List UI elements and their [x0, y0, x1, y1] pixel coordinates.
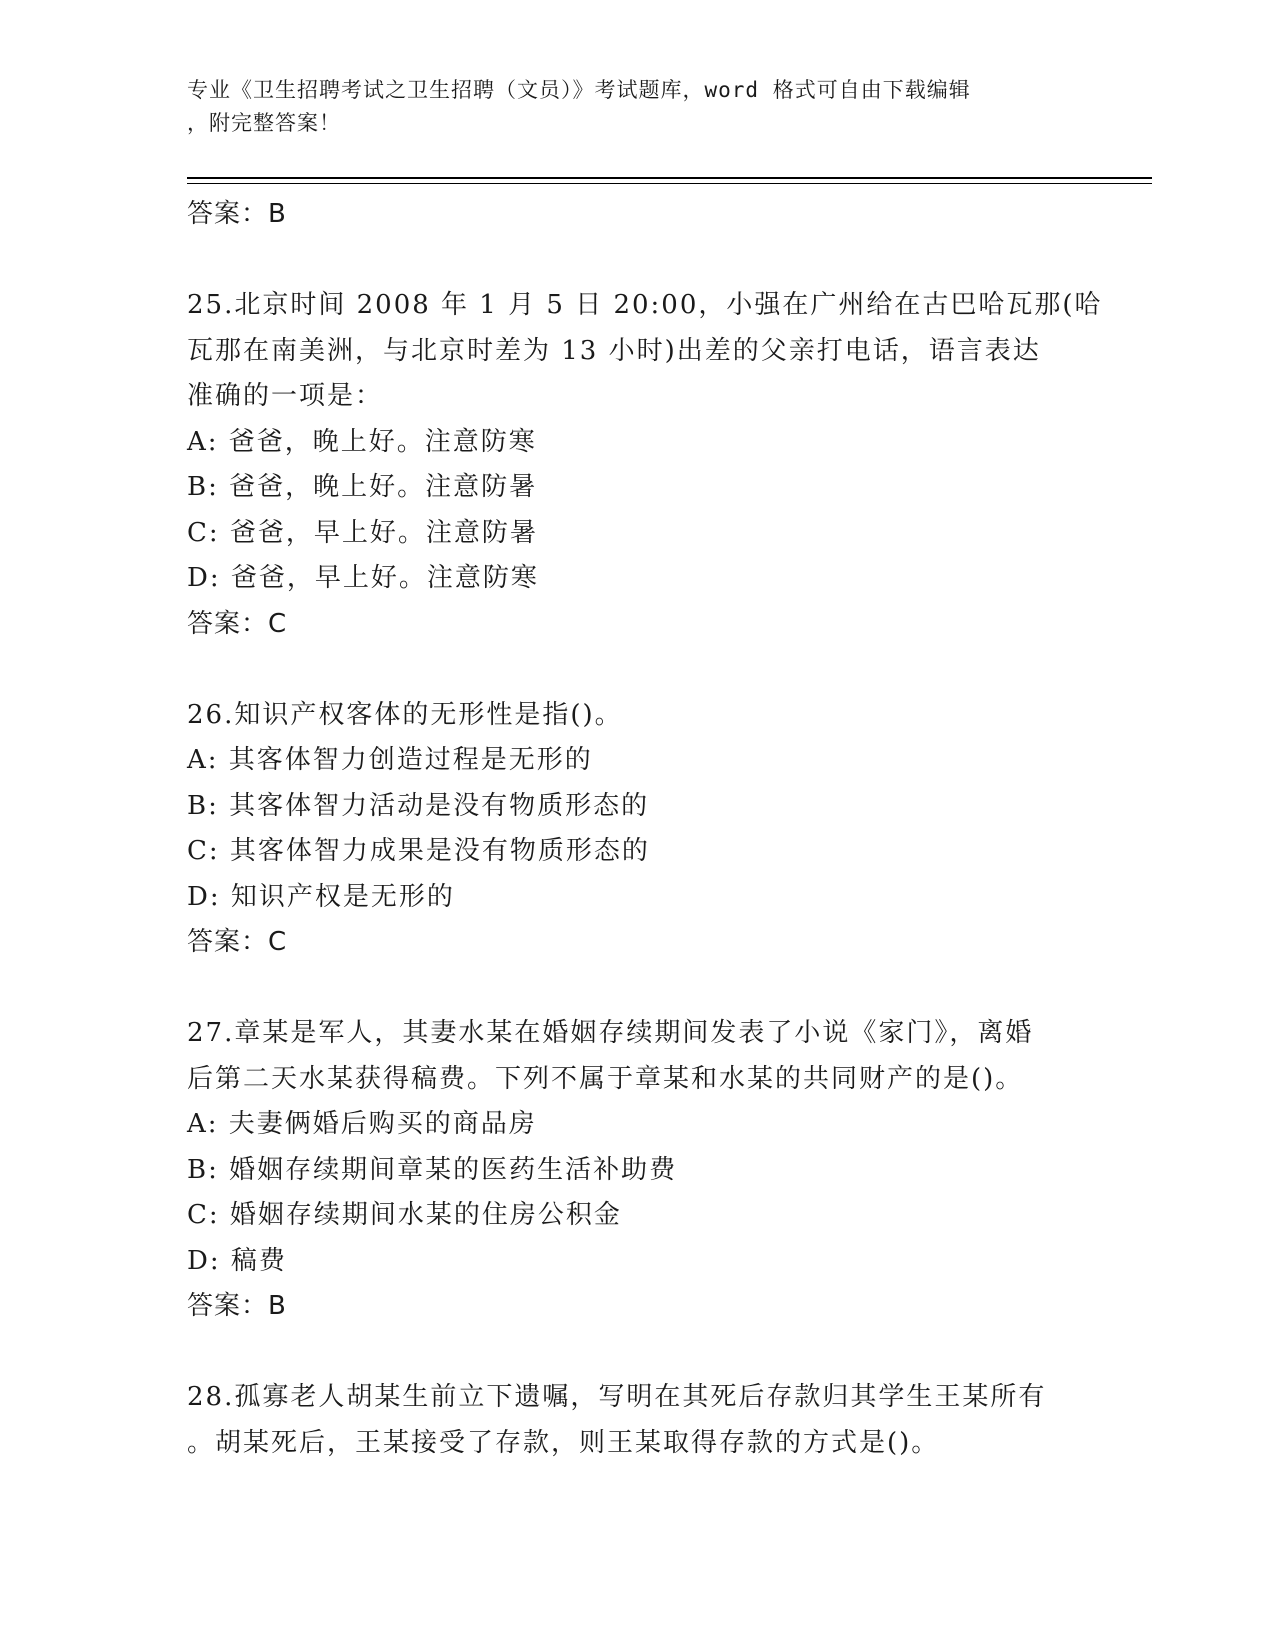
option-b: B: 婚姻存续期间章某的医药生活补助费	[187, 1154, 678, 1185]
option-b: B: 爸爸，晚上好。注意防暑	[187, 472, 538, 502]
option-d: D: 知识产权是无形的	[187, 881, 455, 912]
spacer	[187, 647, 1087, 693]
spacer	[187, 966, 1087, 1012]
question-text-line: 28.孤寡老人胡某生前立下遗嘱，写明在其死后存款归其学生王某所有	[187, 1382, 1047, 1412]
spacer	[187, 1330, 1087, 1376]
question-text-line: 25.北京时间 2008 年 1 月 5 日 20:00，小强在广州给在古巴哈瓦那(哈	[187, 290, 1103, 320]
answer-line: 答案：B	[187, 199, 287, 229]
question-text-line: 瓦那在南美洲，与北京时差为 13 小时)出差的父亲打电话，语言表达	[187, 335, 1041, 366]
answer-line: 答案：B	[187, 1291, 287, 1321]
question-block	[187, 1011, 1087, 1330]
document-header	[187, 74, 1087, 140]
question-text-line: 26.知识产权客体的无形性是指()。	[187, 699, 623, 730]
option-c: C: 其客体智力成果是没有物质形态的	[187, 836, 650, 866]
header-divider-thin	[187, 183, 1152, 184]
question-block	[187, 283, 1103, 647]
option-c: C: 爸爸，早上好。注意防暑	[187, 517, 538, 548]
option-b: B: 其客体智力活动是没有物质形态的	[187, 790, 650, 821]
option-a: A: 其客体智力创造过程是无形的	[187, 745, 593, 775]
question-block	[187, 1375, 1087, 1466]
spacer	[187, 238, 1087, 284]
header-line-1: 专业《卫生招聘考试之卫生招聘（文员）》考试题库，word 格式可自由下载编辑	[187, 78, 971, 102]
option-d: D: 爸爸，早上好。注意防寒	[187, 563, 539, 593]
question-text-line: 后第二天水某获得稿费。下列不属于章某和水某的共同财产的是()。	[187, 1063, 1024, 1094]
option-a: A: 夫妻俩婚后购买的商品房	[187, 1109, 537, 1139]
question-text-line: 27.章某是军人，其妻水某在婚姻存续期间发表了小说《家门》，离婚	[187, 1018, 1034, 1048]
option-c: C: 婚姻存续期间水某的住房公积金	[187, 1200, 622, 1230]
question-text-line: 。胡某死后，王某接受了存款，则王某取得存款的方式是()。	[187, 1427, 940, 1458]
question-text-line: 准确的一项是：	[187, 381, 384, 411]
option-d: D: 稿费	[187, 1245, 287, 1276]
answer-line: 答案：C	[187, 608, 288, 639]
question-block	[187, 693, 1087, 966]
question-list	[187, 192, 1103, 1466]
answer-line: 答案：C	[187, 927, 288, 957]
header-divider-thick	[187, 177, 1152, 179]
option-a: A: 爸爸，晚上好。注意防寒	[187, 426, 537, 457]
header-line-2: ，附完整答案！	[187, 111, 341, 135]
